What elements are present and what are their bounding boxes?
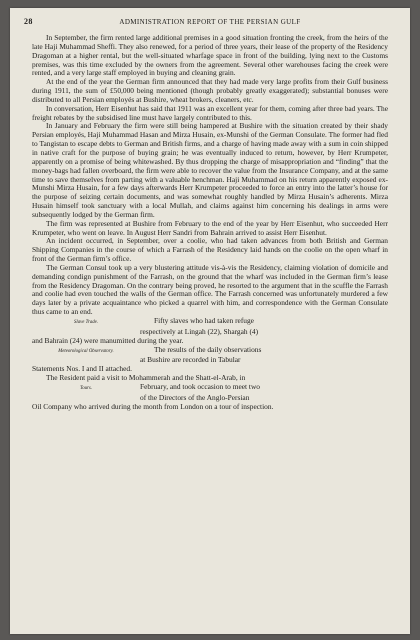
paragraph-representation: The firm was represented at Bushire from February to the end of the year by Herr Eisenhut, who succeeded Herr Krumpeter, who went on leave. In August Herr Sandri from Bahrain arrived to assist Herr Eisenhut. <box>32 218 388 237</box>
paragraph-premises: In September, the firm rented large additional premises in a good situation fronting the creek, from the heirs of the late Haji Muhammad Sheffi. They also renewed, for a period of three years, their lease of the property of the Residency Dragoman at a higher rental, but the well-situated wharfage space in front of the building, lying next to the Customs premises, was this time excluded by the owners from the agreement. Several other warehouses facing the creek were rented, and a very large staff employed in buying and cleaning grain. <box>32 33 388 78</box>
meteorological-line-2: at Bushire are recorded in Tabular <box>140 355 241 365</box>
paragraph-consul: The German Consul took up a very blustering attitude vis-à-vis the Residency, claiming violation of domicile and demanding condign punishment of the Farrash, on the ground that the wharf was included in the German firm’s lease from the Residency Dragoman. On the contrary being proved, he resorted to the argument that in the scuffle the Farrash and coolie had even touched the walls of the German office. The Farrash concerned was unfortunately murdered a few days later by a private acquaintance who picked a quarrel with him, and correspondence with the German Consulate thus came to an end. <box>32 262 388 317</box>
tours-side-label: Tours. <box>80 385 92 391</box>
tours-row-2 <box>32 394 388 403</box>
meteorological-line-3: Statements Nos. I and II attached. <box>32 364 132 374</box>
slave-trade-side-label: Slave Trade. <box>74 320 98 325</box>
paragraph-incident: An incident occurred, in September, over a coolie, who had taken advances from both British and German Shipping Companies in the course of which a Farrash of the Residency laid hands on the coolie on the open wharf in front of the German firm’s office. <box>32 236 388 264</box>
tours-spacer <box>32 398 140 400</box>
tours-line-2: February, and took occasion to meet two <box>140 381 260 391</box>
page-number: 28 <box>24 17 33 26</box>
running-title: ADMINISTRATION REPORT OF THE PERSIAN GULF <box>119 18 301 26</box>
slave-trade-row-2 <box>32 328 388 337</box>
meteorological-side-label: Meteorological Observatory. <box>58 348 114 354</box>
paragraph-employes: In January and February the firm were still being hampered at Bushire with the situation created by their shady Persian employés, Haji Muhammad Hasan and Mirza Husain, ex-Munshi of the German Consulate. The former had fled to Tangistan to escape debts to German and British firms, and a charge of having made away with a sum in coin shipped in native craft for the purpose of buying grain; he was eventually induced to return, however, by Herr Krumpeter, apparently on a promise of being whitewashed. By thus dropping the charge of misappropriation and “finding” that the money-bags had fallen overboard, the firm were able to recover the value from the Insurance Company, and at the same time to save themselves from parting with a valuable henchman. Haji Muhammad on his return apparently exposed ex-Munshi Mirza Husain, for a few days afterwards Herr Krumpeter proceeded to force an entry into the latter’s house for the purpose of seizing certain documents, and was somewhat roughly handled by Mirza Husain’s adherents. Mirza Husain himself took sanctuary with a local Mullah, and claims against him concerning his dealings in arms were subsequently lodged by the German firm. <box>32 121 388 219</box>
paragraph-conversation: In conversation, Herr Eisenhut has said that 1911 was an excellent year for them, coming after three bad years. The freight rebates by the subsidised line must have largely contributed to this. <box>32 103 388 122</box>
tours-line-1: The Resident paid a visit to Mohammerah and the Shatt-el-Arab, in <box>46 373 246 383</box>
slave-trade-line-2: respectively at Lingah (22), Shargah (4) <box>140 326 259 336</box>
page-header <box>24 17 396 29</box>
document-page <box>10 8 410 634</box>
meteorological-line-1: The results of the daily observations <box>154 344 262 354</box>
slave-trade-line-1: Fifty slaves who had taken refuge <box>154 316 254 325</box>
body-text <box>32 34 388 411</box>
tours-line-3: of the Directors of the Anglo-Persian <box>140 392 250 402</box>
meteorological-row-2 <box>32 356 388 365</box>
slave-trade-spacer <box>32 332 140 334</box>
slave-trade-line-3: and Bahrain (24) were manumitted during the year. <box>32 335 184 345</box>
meteorological-spacer <box>32 360 140 362</box>
tours-line-4: Oil Company who arrived during the month from London on a tour of inspection. <box>32 401 274 411</box>
paragraph-profits: At the end of the year the German firm announced that they had made very large profits from their Gulf business during 1911, the sum of £50,000 being mentioned (though probably greatly exaggerated); substantial bonuses were distributed to all Persian employés at Bushire, wheat brokers, cleaners, etc. <box>32 77 388 104</box>
